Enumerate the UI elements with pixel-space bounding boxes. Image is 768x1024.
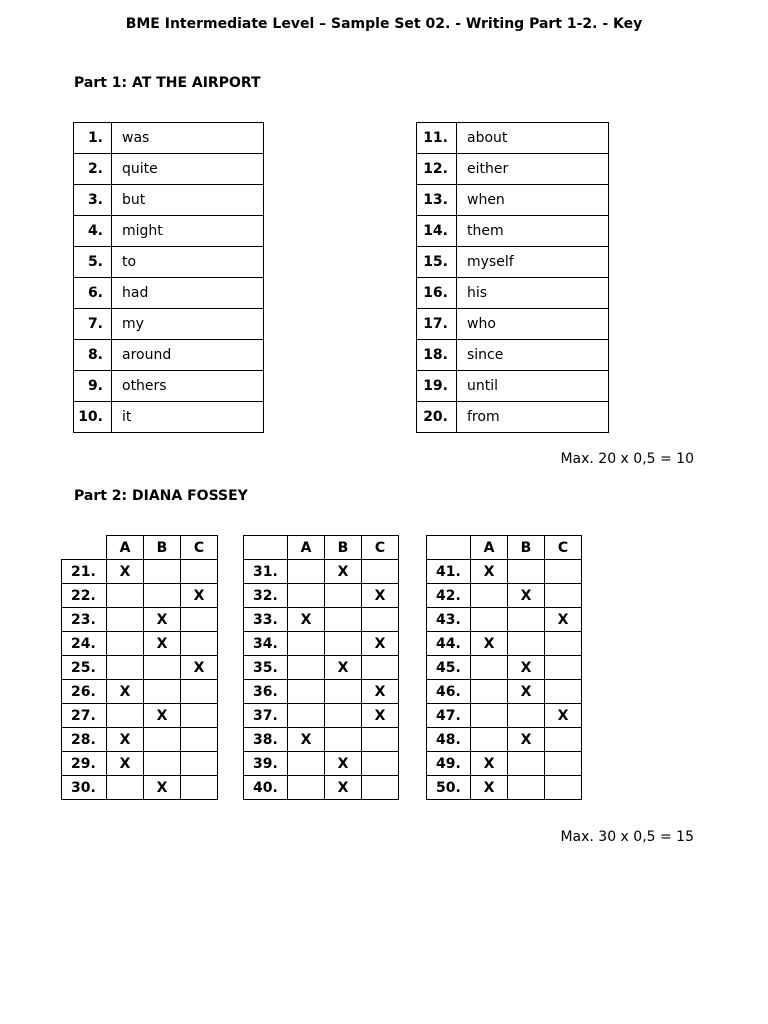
answer-word: since [457,340,609,371]
empty-cell [181,560,218,584]
empty-cell [508,752,545,776]
empty-cell [325,584,362,608]
table-row [427,656,582,680]
table-row [74,185,264,216]
answer-word: myself [457,247,609,278]
answer-mark: X [471,752,508,776]
table-row [244,608,399,632]
table-row [74,371,264,402]
answer-word: around [112,340,264,371]
part2-answer-grid-1 [61,535,218,800]
empty-cell [107,632,144,656]
answer-mark: X [471,632,508,656]
table-row [62,728,218,752]
empty-cell [325,728,362,752]
empty-cell [325,632,362,656]
answer-word: but [112,185,264,216]
answer-mark: X [362,704,399,728]
answer-mark: X [144,776,181,800]
empty-cell [107,584,144,608]
item-number: 47. [427,704,471,728]
item-number: 38. [244,728,288,752]
answer-word: them [457,216,609,247]
table-row [244,560,399,584]
item-number: 43. [427,608,471,632]
empty-cell [144,656,181,680]
table-row [427,776,582,800]
table-row [417,154,609,185]
table-row [427,704,582,728]
empty-cell [545,776,582,800]
table-row [244,752,399,776]
item-number: 7. [74,309,112,340]
item-number: 12. [417,154,457,185]
item-number: 49. [427,752,471,776]
answer-mark: X [545,608,582,632]
table-row [74,309,264,340]
empty-cell [508,632,545,656]
empty-cell [508,560,545,584]
item-number: 19. [417,371,457,402]
empty-cell [471,704,508,728]
part1-left-body [74,123,264,433]
table-row [62,656,218,680]
empty-cell [181,728,218,752]
column-header-b: B [508,536,545,560]
answer-mark: X [144,704,181,728]
answer-word: quite [112,154,264,185]
answer-mark: X [144,608,181,632]
part1-answer-table-left [73,122,264,433]
empty-cell [362,776,399,800]
item-number: 48. [427,728,471,752]
answer-word: might [112,216,264,247]
empty-cell [362,560,399,584]
document-title: BME Intermediate Level – Sample Set 02. - Writing Part 1-2. - Key [125,16,643,32]
item-number: 22. [62,584,107,608]
item-number: 25. [62,656,107,680]
item-number: 23. [62,608,107,632]
item-number: 2. [74,154,112,185]
item-number: 33. [244,608,288,632]
answer-mark: X [362,680,399,704]
item-number: 28. [62,728,107,752]
table-row [74,154,264,185]
part1-heading: Part 1: AT THE AIRPORT [74,75,261,91]
answer-mark: X [288,608,325,632]
answer-word: his [457,278,609,309]
empty-cell [545,632,582,656]
item-number: 44. [427,632,471,656]
table-row [62,776,218,800]
item-number: 31. [244,560,288,584]
answer-mark: X [107,560,144,584]
answer-word: my [112,309,264,340]
table-row [62,680,218,704]
item-number: 20. [417,402,457,433]
empty-cell [545,752,582,776]
item-number: 36. [244,680,288,704]
answer-mark: X [325,776,362,800]
item-number: 14. [417,216,457,247]
answer-word: was [112,123,264,154]
item-number: 18. [417,340,457,371]
item-number: 6. [74,278,112,309]
column-header-a: A [471,536,508,560]
table-row [427,584,582,608]
item-number: 4. [74,216,112,247]
empty-cell [471,608,508,632]
empty-cell [144,728,181,752]
table-row [244,584,399,608]
item-number: 35. [244,656,288,680]
item-number: 11. [417,123,457,154]
item-number: 8. [74,340,112,371]
empty-cell [288,560,325,584]
grid-corner-cell [427,536,471,560]
item-number: 50. [427,776,471,800]
column-header-c: C [545,536,582,560]
answer-mark: X [508,680,545,704]
answer-word: about [457,123,609,154]
grid-corner-cell [244,536,288,560]
empty-cell [471,584,508,608]
answer-mark: X [181,656,218,680]
empty-cell [288,680,325,704]
item-number: 1. [74,123,112,154]
answer-mark: X [144,632,181,656]
item-number: 24. [62,632,107,656]
empty-cell [107,656,144,680]
answer-word: until [457,371,609,402]
table-row [62,752,218,776]
table-row [74,123,264,154]
column-header-a: A [288,536,325,560]
table-row [62,632,218,656]
table-row [74,216,264,247]
table-row [417,123,609,154]
answer-mark: X [471,776,508,800]
answer-mark: X [362,584,399,608]
empty-cell [545,728,582,752]
table-row [74,278,264,309]
empty-cell [471,656,508,680]
empty-cell [288,632,325,656]
item-number: 3. [74,185,112,216]
empty-cell [325,704,362,728]
answer-word: had [112,278,264,309]
table-row [417,278,609,309]
item-number: 27. [62,704,107,728]
answer-mark: X [107,728,144,752]
answer-mark: X [471,560,508,584]
empty-cell [107,608,144,632]
answer-mark: X [107,680,144,704]
empty-cell [325,608,362,632]
empty-cell [181,752,218,776]
column-header-a: A [107,536,144,560]
answer-word: either [457,154,609,185]
item-number: 42. [427,584,471,608]
table-row [74,402,264,433]
answer-word: others [112,371,264,402]
answer-mark: X [508,656,545,680]
empty-cell [288,752,325,776]
answer-mark: X [508,728,545,752]
empty-cell [107,704,144,728]
empty-cell [288,704,325,728]
table-row [427,728,582,752]
empty-cell [288,656,325,680]
table-row [244,728,399,752]
empty-cell [181,632,218,656]
table-row [417,402,609,433]
table-row [62,704,218,728]
grid-header-row [244,536,399,560]
answer-mark: X [288,728,325,752]
column-header-c: C [181,536,218,560]
empty-cell [181,608,218,632]
empty-cell [545,560,582,584]
item-number: 10. [74,402,112,433]
item-number: 34. [244,632,288,656]
item-number: 46. [427,680,471,704]
table-row [244,680,399,704]
answer-word: from [457,402,609,433]
item-number: 37. [244,704,288,728]
grid-header-row [427,536,582,560]
item-number: 5. [74,247,112,278]
column-header-c: C [362,536,399,560]
answer-mark: X [545,704,582,728]
part1-answer-table-right [416,122,609,433]
table-row [417,371,609,402]
answer-mark: X [325,656,362,680]
empty-cell [508,608,545,632]
part1-right-body [417,123,609,433]
table-row [244,776,399,800]
table-row [74,247,264,278]
answer-word: it [112,402,264,433]
answer-mark: X [508,584,545,608]
answer-word: when [457,185,609,216]
item-number: 32. [244,584,288,608]
answer-word: who [457,309,609,340]
empty-cell [508,776,545,800]
empty-cell [325,680,362,704]
table-row [62,608,218,632]
empty-cell [107,776,144,800]
table-row [427,608,582,632]
table-row [417,185,609,216]
answer-word: to [112,247,264,278]
empty-cell [181,704,218,728]
table-row [244,704,399,728]
item-number: 29. [62,752,107,776]
answer-mark: X [362,632,399,656]
item-number: 40. [244,776,288,800]
empty-cell [181,680,218,704]
part2-heading: Part 2: DIANA FOSSEY [74,488,248,504]
empty-cell [362,608,399,632]
empty-cell [181,776,218,800]
empty-cell [362,656,399,680]
item-number: 39. [244,752,288,776]
empty-cell [362,752,399,776]
part2-answer-grid-2 [243,535,399,800]
table-row [417,216,609,247]
grid-corner-cell [62,536,107,560]
part2-answer-grid-3 [426,535,582,800]
empty-cell [144,680,181,704]
answer-mark: X [181,584,218,608]
table-row [427,632,582,656]
empty-cell [545,584,582,608]
table-row [427,752,582,776]
item-number: 26. [62,680,107,704]
empty-cell [144,584,181,608]
empty-cell [288,584,325,608]
item-number: 21. [62,560,107,584]
table-row [244,632,399,656]
part2-max-score: Max. 30 x 0,5 = 15 [560,829,694,845]
table-row [244,656,399,680]
table-row [62,560,218,584]
empty-cell [545,656,582,680]
item-number: 15. [417,247,457,278]
empty-cell [144,752,181,776]
item-number: 13. [417,185,457,216]
column-header-b: B [144,536,181,560]
table-row [74,340,264,371]
answer-mark: X [325,560,362,584]
table-row [427,680,582,704]
empty-cell [508,704,545,728]
grid-header-row [62,536,218,560]
table-row [427,560,582,584]
item-number: 45. [427,656,471,680]
item-number: 17. [417,309,457,340]
item-number: 16. [417,278,457,309]
item-number: 30. [62,776,107,800]
empty-cell [545,680,582,704]
answer-mark: X [107,752,144,776]
table-row [417,309,609,340]
table-row [417,340,609,371]
item-number: 9. [74,371,112,402]
column-header-b: B [325,536,362,560]
table-row [62,584,218,608]
answer-mark: X [325,752,362,776]
item-number: 41. [427,560,471,584]
empty-cell [144,560,181,584]
table-row [417,247,609,278]
empty-cell [362,728,399,752]
empty-cell [471,680,508,704]
part1-max-score: Max. 20 x 0,5 = 10 [560,451,694,467]
empty-cell [288,776,325,800]
empty-cell [471,728,508,752]
